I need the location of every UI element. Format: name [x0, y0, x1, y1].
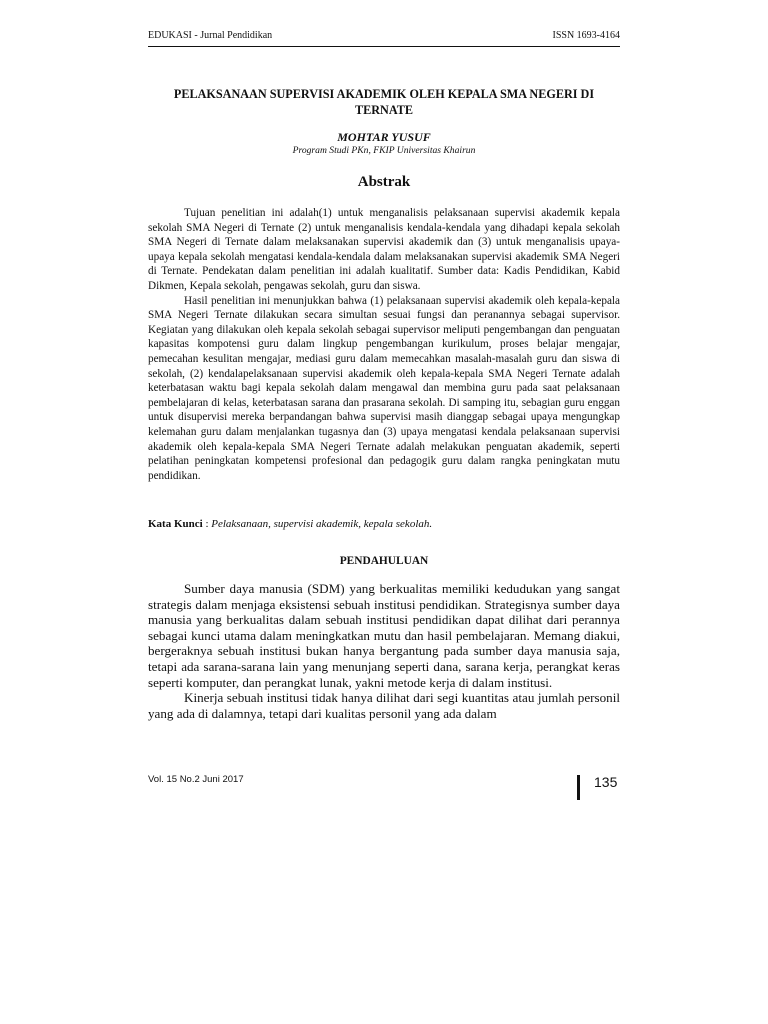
- keywords-text: Pelaksanaan, supervisi akademik, kepala sekolah.: [211, 518, 433, 530]
- body-paragraph: Kinerja sebuah institusi tidak hanya dilihat dari segi kuantitas atau jumlah personil yang ada di dalamnya, tetapi dari kualitas personil yang ada dalam: [148, 690, 620, 721]
- author-affiliation: Program Studi PKn, FKIP Universitas Khairun: [292, 145, 476, 156]
- paper-title: PELAKSANAAN SUPERVISI AKADEMIK OLEH KEPALA SMA NEGERI DI TERNATE: [173, 87, 595, 117]
- body-paragraph: Sumber daya manusia (SDM) yang berkualitas memiliki kedudukan yang sangat strategis dalam menjaga eksistensi sebuah institusi pendidikan. Strategisnya sumber daya manusia yang berkualitas dalam sebuah institusi pendidikan dapat dilihat dari perannya sebagai kunci utama dalam meningkatkan mutu dan hasil pembelajaran. Memang diakui, bergeraknya sebuah institusi bukan hanya bergantung pada sumber daya manusia saja, tetapi ada sarana-sarana lain yang menunjang seperti dana, sarana kerja, perangkat keras seperti komputer, dan perangkat lunak, yakni metode kerja di dalam institusi.: [148, 581, 620, 690]
- abstract-paragraph: Tujuan penelitian ini adalah(1) untuk menganalisis pelaksanaan supervisi akademik kepala sekolah SMA Negeri di Ternate (2) untuk menganalisis kendala-kendala yang dihadapi kepala sekolah SMA Negeri di Ternate dalam melaksanakan supervisi akademik dan (3) untuk menganalisis upaya-upaya kepala sekolah mengatasi kendala-kendala dalam melaksanakan supervisi akademik SMA Negeri di Ternate. Pendekatan dalam penelitian ini adalah kualitatif. Sumber data: Kadis Pendidikan, Kabid Dikmen, Kepala sekolah, pengawas sekolah, guru dan siswa.: [148, 207, 620, 292]
- issn-number: ISSN 1693-4164: [552, 30, 620, 41]
- section-heading-introduction: PENDAHULUAN: [339, 555, 429, 567]
- introduction-body: [148, 581, 620, 721]
- footer-divider-bar: [577, 775, 580, 800]
- abstract-paragraph: Hasil penelitian ini menunjukkan bahwa (1) pelaksanaan supervisi akademik oleh kepala-kepala SMA Negeri Ternate dilakukan secara simultan sesuai fungsi dan peranannya sebagai supervisor. Kegiatan yang dilakukan oleh kepala sekolah sebagai supervisor meliputi pengembangan dan penguatan kapasitas kompotensi guru dalam lingkup pengembangan kurikulum, proses belajar mengajar, pemecahan kesulitan mengajar, mediasi guru dalam memecahkan masalah-masalah guru dan siswa di sekolah, (2) kendalapelaksanaan supervisi akademik oleh kepala-kepala SMA Negeri Ternate adalah keterbatasan waktu bagi kepala sekolah dalam mengawal dan membina guru pada saat pelaksanaan pembelajaran di kelas, keterbatasan sarana dan prasarana sekolah. Di samping itu, sebagian guru enggan untuk disupervisi mereka berpandangan bahwa supervisi masih dianggap sebagai upaya mengungkap kelemahan guru dalam menjalankan tugasnya dan (3) upaya mengatasi kendala pelaksanaan supervisi akademik oleh kepala-kepala SMA Negeri Ternate adalah melakukan penguatan akademik, seperti pelatihan peningkatan kompetensi profesional dan pedagogik guru dalam rangka peningkatan mutu pendidikan.: [148, 294, 620, 482]
- abstract-heading: Abstrak: [357, 174, 411, 190]
- author-name: MOHTAR YUSUF: [337, 130, 431, 144]
- page-number: 135: [594, 774, 618, 790]
- footer-volume: Vol. 15 No.2 Juni 2017: [148, 774, 244, 785]
- abstract-body: [148, 206, 620, 483]
- running-header: [148, 30, 620, 46]
- keywords-label: Kata Kunci: [148, 518, 203, 530]
- keywords-separator: :: [202, 518, 212, 530]
- keywords: [148, 517, 620, 531]
- header-divider: [148, 46, 620, 47]
- journal-name: EDUKASI - Jurnal Pendidikan: [148, 30, 273, 41]
